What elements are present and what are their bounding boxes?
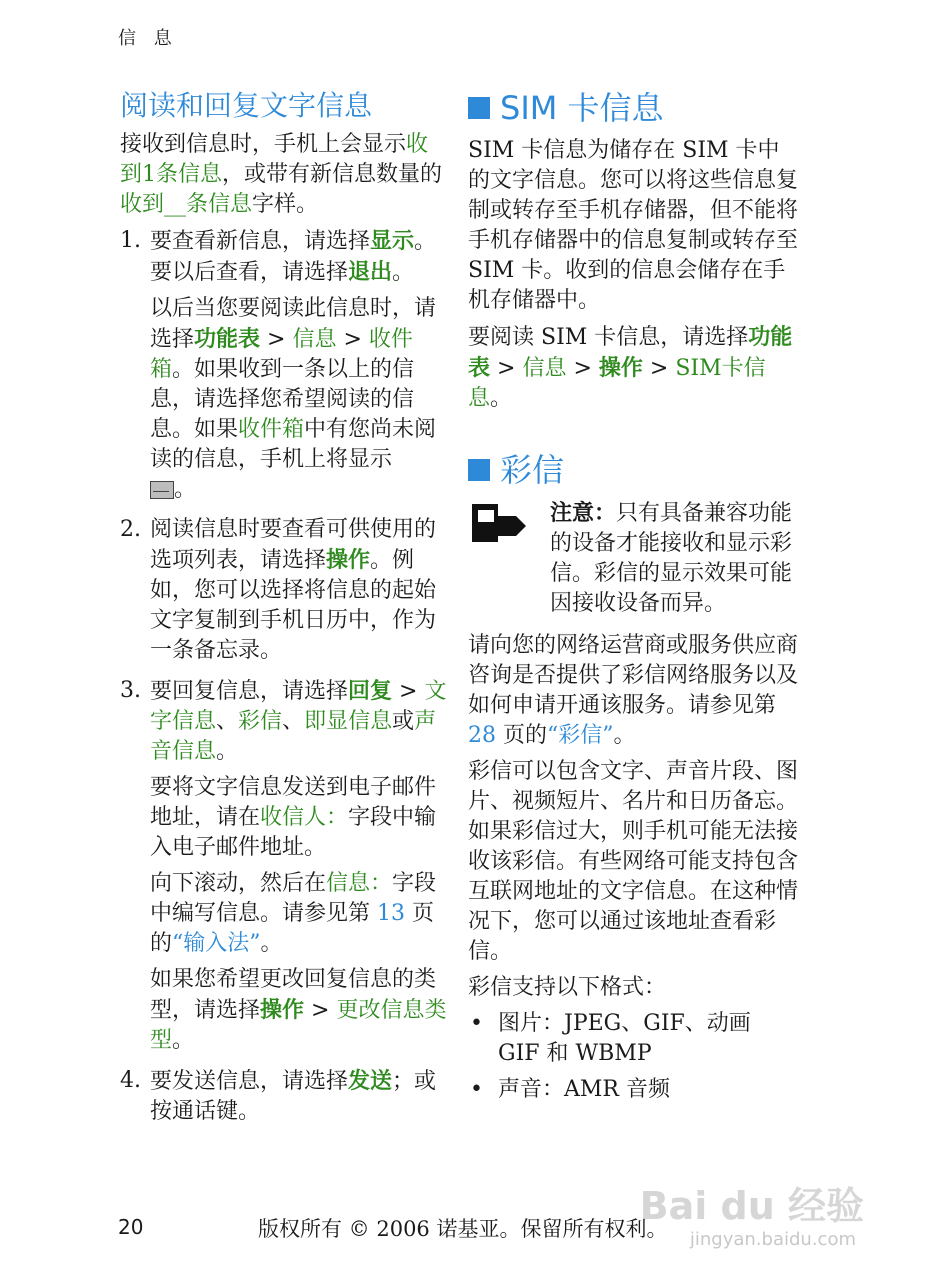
section-heading-mms: 彩信 bbox=[468, 450, 798, 490]
right-column bbox=[468, 88, 798, 1111]
list-item: • 声音：AMR 音频 bbox=[468, 1075, 798, 1105]
intro-paragraph: 接收到信息时，手机上会显示收到1条信息，或带有新信息数量的收到__条信息字样。 bbox=[120, 132, 443, 217]
format-list bbox=[468, 1009, 798, 1105]
copyright-footer: 版权所有 © 2006 诺基亚。保留所有权利。 bbox=[258, 1217, 668, 1241]
square-bullet-icon bbox=[468, 97, 490, 119]
sim-path-paragraph: 要阅读 SIM 卡信息，请选择功能表 > 信息 > 操作 > SIM卡信息。 bbox=[468, 324, 793, 411]
cross-reference-link[interactable]: “输入法” bbox=[172, 931, 261, 956]
steps-list bbox=[120, 226, 448, 1127]
envelope-icon bbox=[150, 481, 174, 499]
list-item: 1. 要查看新信息，请选择显示。要以后查看，请选择退出。 以后当您要阅读此信息时，请选择功能表 > 信息 > 收件箱。如果收到一条以上的信息，请选择您希望阅读的信息。如果收件箱中有您尚未阅读的信息，手机上将显示 。 bbox=[120, 228, 437, 502]
page-number: 20 bbox=[118, 1215, 144, 1239]
left-column bbox=[120, 88, 448, 1137]
square-bullet-icon bbox=[468, 459, 490, 481]
mms-paragraph-2: 彩信可以包含文字、声音片段、图片、视频短片、名片和日历备忘。如果彩信过大，则手机可能无法接收该彩信。有些网络可能支持包含互联网地址的文字信息。在这种情况下，您可以通过该地址查看彩信。 bbox=[468, 759, 799, 964]
section-heading-sim: SIM 卡信息 bbox=[468, 88, 798, 128]
note-box: 注意：只有具备兼容功能的设备才能接收和显示彩信。彩信的显示效果可能因接收设备而异。 bbox=[468, 498, 798, 619]
note-hand-icon bbox=[468, 498, 528, 548]
mms-paragraph-3: 彩信支持以下格式： bbox=[468, 975, 667, 1000]
running-header: 信 息 bbox=[118, 28, 178, 49]
list-item: 4. 要发送信息，请选择发送；或按通话键。 bbox=[120, 1068, 437, 1124]
watermark-url: jingyan.baidu.com bbox=[689, 1229, 856, 1250]
baidu-watermark-logo: Bai du 经验 bbox=[639, 1184, 864, 1228]
section-heading-read-reply: 阅读和回复文字信息 bbox=[120, 89, 373, 122]
sim-paragraph: SIM 卡信息为储存在 SIM 卡中的文字信息。您可以将这些信息复制或转存至手机存储器，但不能将手机存储器中的信息复制或转存至 SIM 卡。收到的信息会储存在手机存储器中。 bbox=[468, 138, 799, 313]
list-item: 2. 阅读信息时要查看可供使用的选项列表，请选择操作。例如，您可以选择将信息的起始文字复制到手机日历中，作为一条备忘录。 bbox=[120, 517, 437, 663]
cross-reference-link[interactable]: “彩信” bbox=[547, 723, 614, 748]
list-item: 3. 要回复信息，请选择回复 > 文字信息、彩信、即显信息或声音信息。 要将文字信息发送到电子邮件地址，请在收信人：字段中输入电子邮件地址。 向下滚动，然后在信息：字段中编写信息。请参见第 13 页的“输入法”。 如果您希望更改回复信息的类型，请选择操作 > 更改信息类型。 bbox=[120, 678, 447, 1053]
mms-paragraph-1: 请向您的网络运营商或服务供应商咨询是否提供了彩信网络服务以及如何申请开通该服务。请参见第 28 页的“彩信”。 bbox=[468, 633, 799, 748]
list-item: • 图片：JPEG、GIF、动画 GIF 和 WBMP bbox=[468, 1009, 798, 1069]
